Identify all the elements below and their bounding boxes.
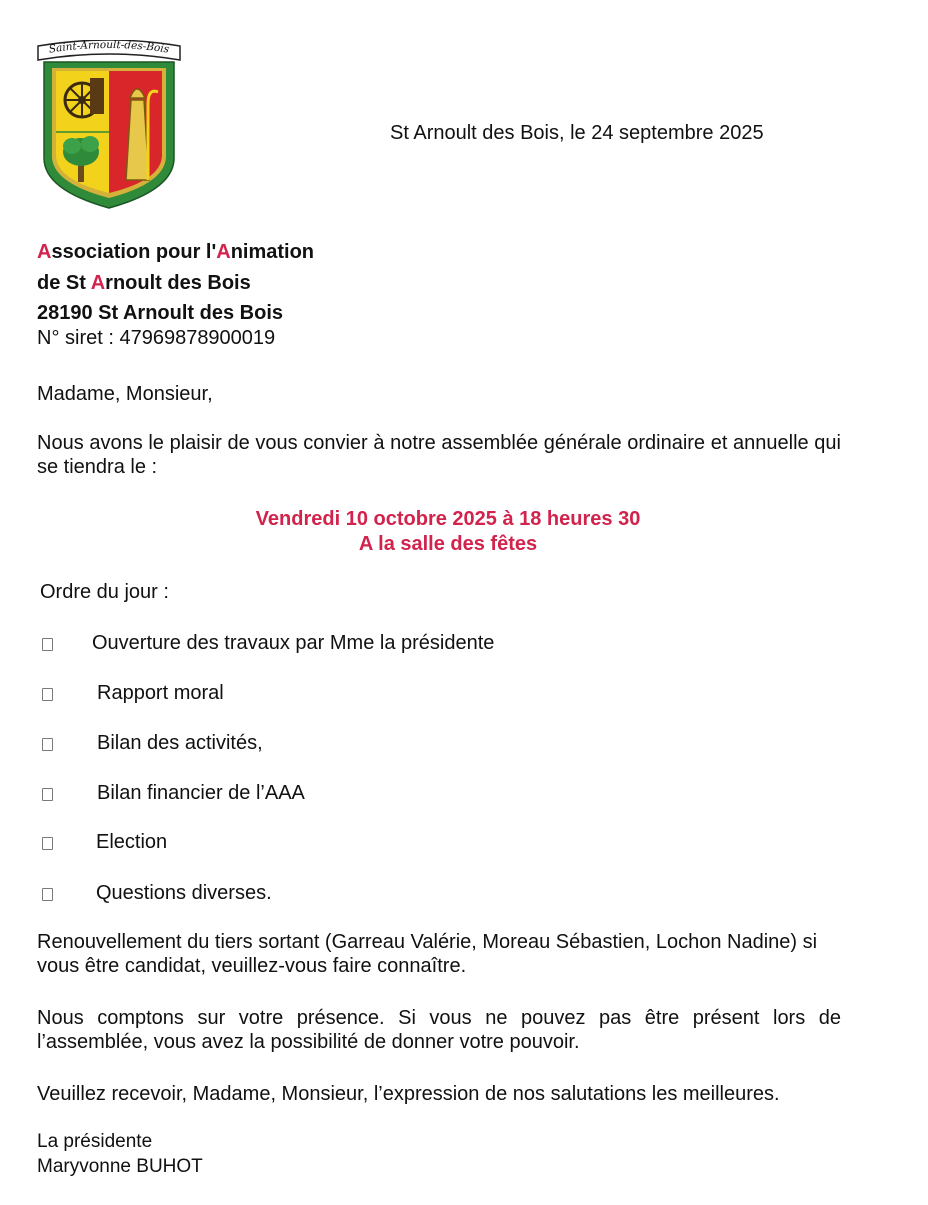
agenda-item <box>40 780 600 806</box>
agenda-item <box>40 880 600 906</box>
org-initial-a: A <box>37 241 52 263</box>
attendance-paragraph: Nous comptons sur votre présence. Si vous ne pouvez pas être présent lors de l’assemblée, vous avez la possibilité de donner votre pouvoir. <box>37 1007 841 1053</box>
checkbox-icon <box>42 788 53 801</box>
org-initial-a: A <box>90 271 106 294</box>
checkbox-icon <box>42 738 53 751</box>
event-date: Vendredi 10 octobre 2025 à 18 heures 30 <box>255 508 641 530</box>
agenda-item-text: Ouverture des travaux par Mme la présidente <box>92 632 495 654</box>
signatory-role: La présidente <box>37 1131 153 1152</box>
org-text: nimation <box>230 241 315 263</box>
signatory-name: Maryvonne BUHOT <box>37 1156 203 1177</box>
org-text: rnoult des Bois <box>105 271 251 294</box>
checkbox-icon <box>42 688 53 701</box>
org-initial-a: A <box>216 241 231 263</box>
agenda-item <box>40 630 600 656</box>
org-name-line-2 <box>37 268 314 299</box>
org-name-line-1 <box>37 237 314 268</box>
event-details <box>160 507 736 557</box>
org-text: de St <box>37 271 91 294</box>
checkbox-icon <box>42 638 53 651</box>
closing-greeting: Veuillez recevoir, Madame, Monsieur, l’expression de nos salutations les meilleures. <box>37 1083 780 1105</box>
checkbox-icon <box>42 888 53 901</box>
signature-block <box>37 1129 203 1179</box>
checkbox-icon <box>42 837 53 850</box>
invitation-paragraph: Nous avons le plaisir de vous convier à notre assemblée générale ordinaire et annuelle qui se tiendra le : <box>37 432 841 478</box>
siret-number: N° siret : 47969878900019 <box>37 327 276 349</box>
agenda-item-text: Bilan financier de l’AAA <box>97 782 305 804</box>
salutation: Madame, Monsieur, <box>37 383 213 405</box>
agenda-item <box>40 730 600 756</box>
place-and-date: St Arnoult des Bois, le 24 septembre 2025 <box>390 122 764 144</box>
agenda-item <box>40 829 600 855</box>
agenda-item-text: Election <box>96 831 168 853</box>
coat-of-arms-logo <box>34 40 184 212</box>
agenda-item-text: Questions diverses. <box>96 882 272 904</box>
agenda-item-text: Rapport moral <box>97 682 224 704</box>
organization-header <box>37 237 314 329</box>
agenda-title: Ordre du jour : <box>40 581 169 603</box>
org-text: ssociation pour l' <box>51 241 217 263</box>
org-address: 28190 St Arnoult des Bois <box>37 302 283 324</box>
agenda-item <box>40 680 600 706</box>
event-place: A la salle des fêtes <box>358 533 538 555</box>
renewal-paragraph: Renouvellement du tiers sortant (Garreau Valérie, Moreau Sébastien, Lochon Nadine) si vous être candidat, veuillez-vous faire connaître. <box>37 931 818 977</box>
agenda-item-text: Bilan des activités, <box>97 732 263 754</box>
crest-banner-text: Saint-Arnoult-des-Bois <box>48 40 170 56</box>
